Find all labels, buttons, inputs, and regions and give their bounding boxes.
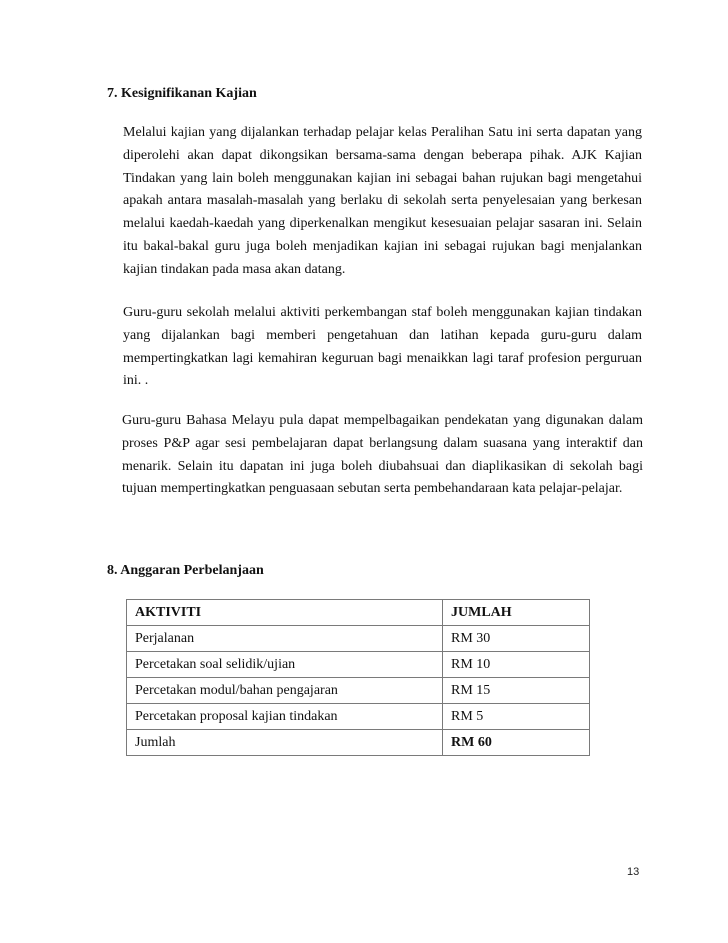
activity-cell: Percetakan soal selidik/ujian — [127, 652, 443, 678]
amount-cell: RM 30 — [443, 626, 590, 652]
table-row — [127, 678, 590, 704]
activity-cell: Perjalanan — [127, 626, 443, 652]
total-label-cell: Jumlah — [127, 730, 443, 756]
section-7-paragraph-1: Melalui kajian yang dijalankan terhadap pelajar kelas Peralihan Satu ini serta dapatan yang diperolehi akan dapat dikongsikan bersama-sama dengan beberapa pihak. AJK Kajian Tindakan yang lain boleh menggunakan kajian ini sebagai bahan rujukan bagi mengetahui apakah antara masalah-masalah yang berlaku di sekolah serta penyelesaian yang berkesan melalui kaedah-kaedah yang diperkenalkan mengikut kesesuaian pelajar sasaran ini. Selain itu bakal-bakal guru juga boleh menjadikan kajian ini sebagai rujukan bagi menjalankan kajian tindakan pada masa akan datang. — [123, 125, 642, 277]
activity-cell: Percetakan modul/bahan pengajaran — [127, 678, 443, 704]
page-number: 13 — [627, 866, 640, 878]
budget-table — [126, 599, 590, 756]
total-amount-cell: RM 60 — [443, 730, 590, 756]
header-amount: JUMLAH — [443, 600, 590, 626]
table-row — [127, 626, 590, 652]
amount-cell: RM 15 — [443, 678, 590, 704]
activity-cell: Percetakan proposal kajian tindakan — [127, 704, 443, 730]
section-7-paragraph-2: Guru-guru sekolah melalui aktiviti perkembangan staf boleh menggunakan kajian tindakan yang dijalankan bagi memberi pengetahuan dan latihan kepada guru-guru dalam mempertingkatkan lagi kemahiran keguruan bagi menaikkan lagi taraf profesion perguruan ini. . — [123, 305, 642, 389]
header-activity: AKTIVITI — [127, 600, 443, 626]
section-8-heading: 8. Anggaran Perbelanjaan — [107, 563, 264, 578]
amount-cell: RM 5 — [443, 704, 590, 730]
table-total-row — [127, 730, 590, 756]
table-row — [127, 704, 590, 730]
amount-cell: RM 10 — [443, 652, 590, 678]
table-header-row — [127, 600, 590, 626]
section-7-paragraph-3: Guru-guru Bahasa Melayu pula dapat mempelbagaikan pendekatan yang digunakan dalam proses P&P agar sesi pembelajaran dapat berlangsung dalam suasana yang interaktif dan menarik. Selain itu dapatan ini juga boleh diubahsuai dan diaplikasikan di sekolah bagi tujuan mempertingkatkan penguasaan sebutan serta pembehandaraan kata pelajar-pelajar. — [122, 413, 643, 497]
table-row — [127, 652, 590, 678]
section-7-heading: 7. Kesignifikanan Kajian — [107, 86, 257, 101]
